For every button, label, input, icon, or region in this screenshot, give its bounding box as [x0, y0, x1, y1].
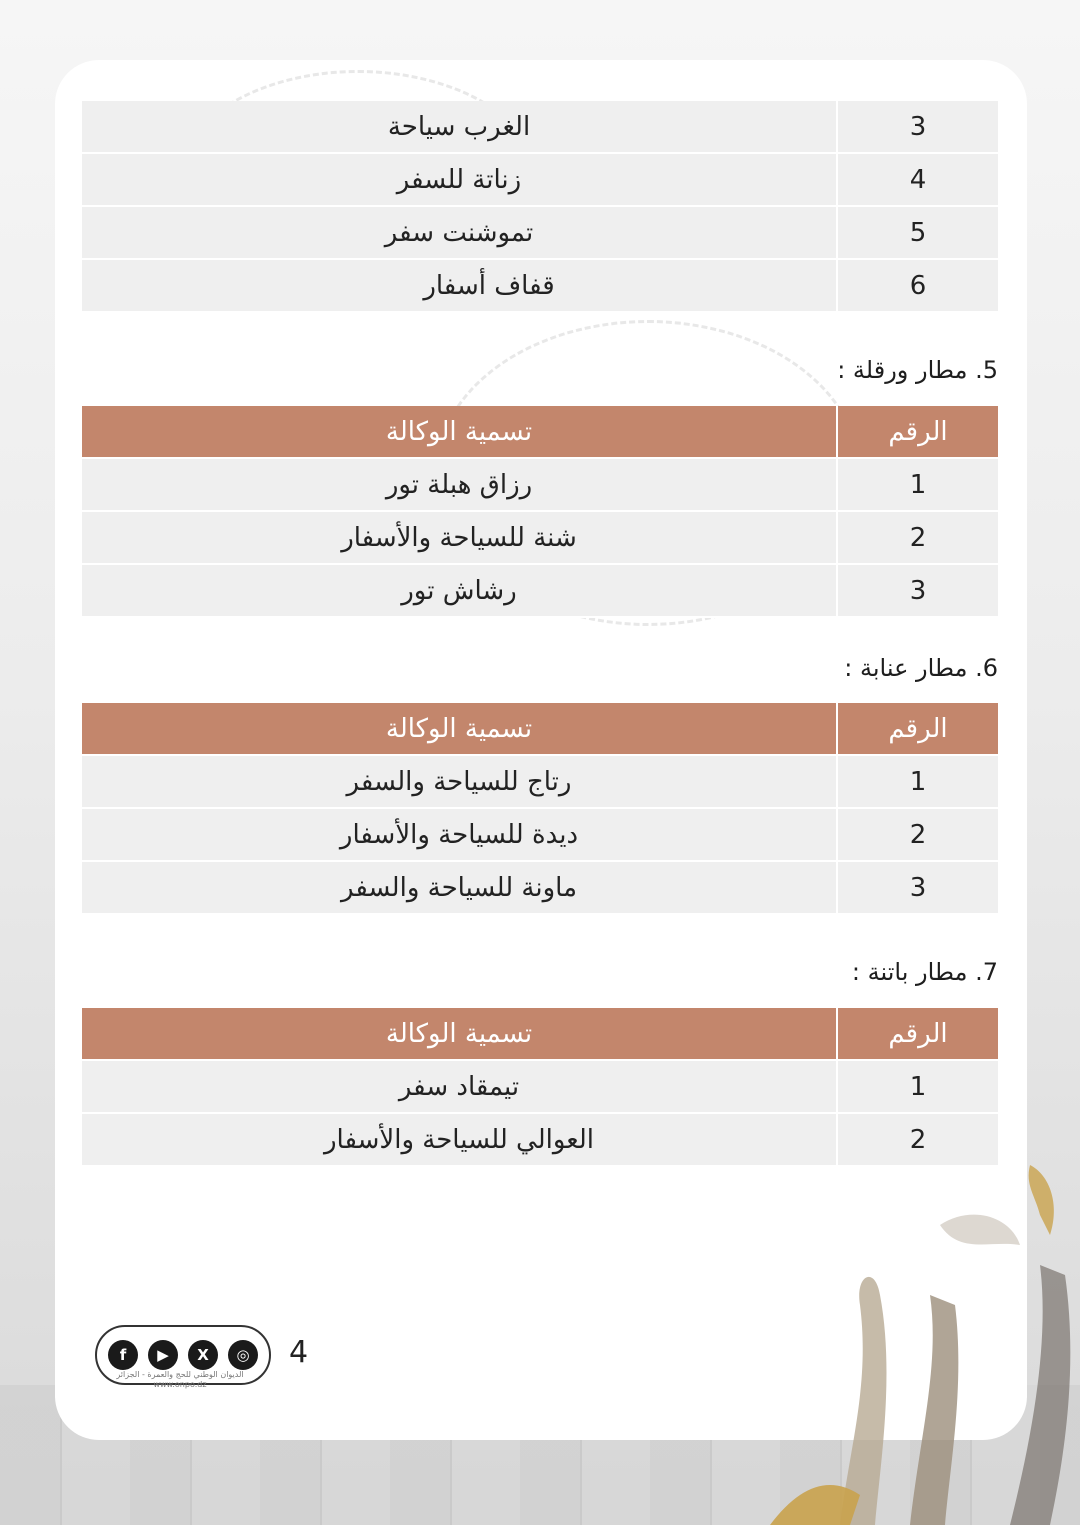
column-header-number: الرقم [837, 406, 998, 458]
agency-name: ديدة للسياحة والأسفار [82, 808, 837, 861]
x-icon[interactable]: X [188, 1340, 218, 1370]
agency-name: العوالي للسياحة والأسفار [82, 1113, 837, 1166]
row-number: 4 [837, 153, 998, 206]
agency-table-annaba [82, 703, 998, 915]
footer-subtitle [110, 1370, 250, 1396]
table-row [82, 755, 998, 808]
table-row [82, 153, 998, 206]
section-title-ouargla: 5. مطار ورقلة : [837, 356, 998, 384]
agency-name: تموشنت سفر [82, 206, 837, 259]
row-number: 5 [837, 206, 998, 259]
agency-name: قفاف أسفار [82, 259, 837, 312]
table-header-row [82, 1008, 998, 1060]
agency-name: تيمقاد سفر [82, 1060, 837, 1113]
row-number: 2 [837, 511, 998, 564]
facebook-icon[interactable]: f [108, 1340, 138, 1370]
row-number: 2 [837, 808, 998, 861]
table-row [82, 861, 998, 914]
column-header-agency: تسمية الوكالة [82, 703, 837, 755]
agency-table-batna [82, 1008, 998, 1167]
table-row [82, 101, 998, 153]
row-number: 6 [837, 259, 998, 312]
agency-name: رتاج للسياحة والسفر [82, 755, 837, 808]
table-row [82, 458, 998, 511]
agency-name: زناتة للسفر [82, 153, 837, 206]
agency-name: شنة للسياحة والأسفار [82, 511, 837, 564]
table-row [82, 511, 998, 564]
section-title-batna: 7. مطار باتنة : [851, 958, 998, 986]
agency-table-ouargla [82, 406, 998, 618]
section-title-annaba: 6. مطار عنابة : [844, 654, 998, 682]
table-row [82, 259, 998, 312]
agency-name: رزاق هبلة تور [82, 458, 837, 511]
row-number: 1 [837, 1060, 998, 1113]
website-link[interactable]: www.onpo.dz [153, 1380, 207, 1389]
table-row [82, 564, 998, 617]
youtube-icon[interactable]: ▶ [148, 1340, 178, 1370]
column-header-agency: تسمية الوكالة [82, 1008, 837, 1060]
agency-name: ماونة للسياحة والسفر [82, 861, 837, 914]
agency-name: الغرب سياحة [82, 101, 837, 153]
column-header-number: الرقم [837, 703, 998, 755]
row-number: 2 [837, 1113, 998, 1166]
organization-name: الديوان الوطني للحج والعمرة - الجزائر [116, 1370, 244, 1379]
table-header-row [82, 406, 998, 458]
column-header-number: الرقم [837, 1008, 998, 1060]
row-number: 1 [837, 458, 998, 511]
row-number: 1 [837, 755, 998, 808]
table-row [82, 1113, 998, 1166]
agency-table-continued [82, 101, 998, 313]
row-number: 3 [837, 564, 998, 617]
calligraphy-decoration [610, 1145, 1080, 1525]
page-number: 4 [289, 1335, 309, 1370]
column-header-agency: تسمية الوكالة [82, 406, 837, 458]
table-header-row [82, 703, 998, 755]
row-number: 3 [837, 861, 998, 914]
agency-name: رشاش تور [82, 564, 837, 617]
table-row [82, 808, 998, 861]
table-row [82, 206, 998, 259]
row-number: 3 [837, 101, 998, 153]
table-row [82, 1060, 998, 1113]
instagram-icon[interactable]: ◎ [228, 1340, 258, 1370]
